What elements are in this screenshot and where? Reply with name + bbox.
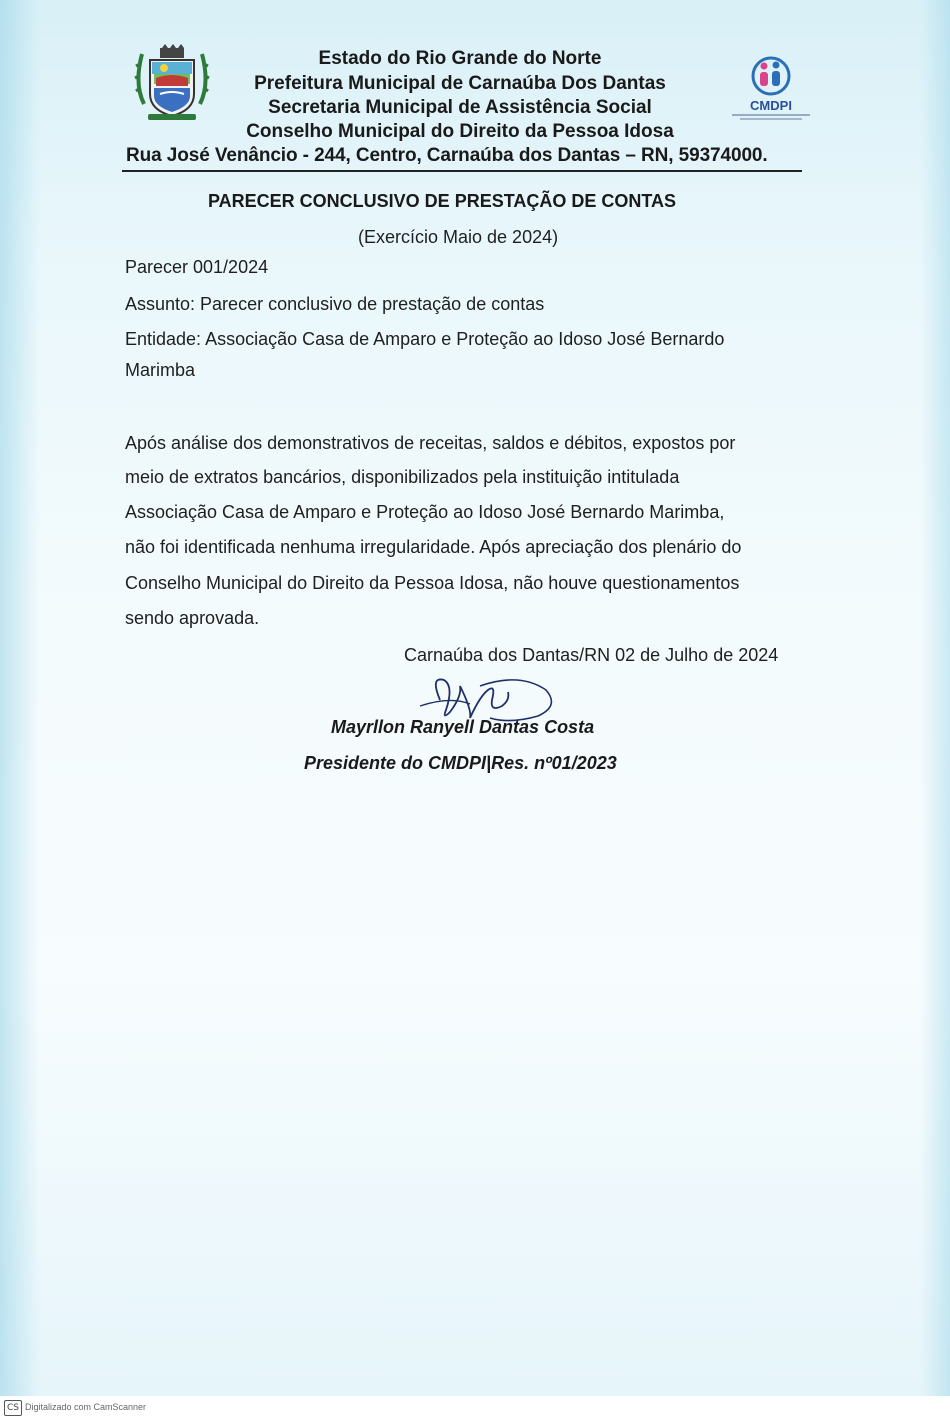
document-number: Parecer 001/2024 xyxy=(125,257,269,277)
scanner-footer xyxy=(0,1396,950,1420)
body-line: sendo aprovada. xyxy=(125,608,260,628)
document-entity-continued: Marimba xyxy=(125,360,196,380)
header-address: Rua José Venâncio - 244, Centro, Carnaúba dos Dantas – RN, 59374000. xyxy=(126,145,768,166)
document-subject: Assunto: Parecer conclusivo de prestação de contas xyxy=(125,294,545,314)
body-line: não foi identificada nenhuma irregularidade. Após apreciação dos plenário do xyxy=(125,537,742,557)
council-logo-tagline-mark-2 xyxy=(740,118,802,120)
body-line: Conselho Municipal do Direito da Pessoa Idosa, não houve questionamentos xyxy=(125,573,740,593)
camscanner-text: Digitalizado com CamScanner xyxy=(25,1402,147,1412)
signatory-role: Presidente do CMDPI|Res. nº01/2023 xyxy=(304,753,617,773)
document-entity: Entidade: Associação Casa de Amparo e Proteção ao Idoso José Bernardo xyxy=(125,329,725,349)
document-subtitle: (Exercício Maio de 2024) xyxy=(358,227,559,247)
header-secretariat: Secretaria Municipal de Assistência Social xyxy=(268,97,652,118)
header-state: Estado do Rio Grande do Norte xyxy=(318,48,602,69)
body-line: Após análise dos demonstrativos de receitas, saldos e débitos, expostos por xyxy=(125,433,736,453)
body-line: Associação Casa de Amparo e Proteção ao Idoso José Bernardo Marimba, xyxy=(125,502,725,522)
signatory-name: Mayrllon Ranyell Dantas Costa xyxy=(331,717,595,737)
document-title: PARECER CONCLUSIVO DE PRESTAÇÃO DE CONTAS xyxy=(208,191,677,211)
municipal-coat-of-arms xyxy=(134,44,210,122)
header-council: Conselho Municipal do Direito da Pessoa Idosa xyxy=(246,121,674,142)
council-logo-tagline-mark xyxy=(732,114,810,116)
camscanner-logo: CS xyxy=(4,1400,22,1416)
header-divider xyxy=(122,170,802,172)
place-date: Carnaúba dos Dantas/RN 02 de Julho de 2024 xyxy=(404,645,779,665)
header-prefecture: Prefeitura Municipal de Carnaúba Dos Dantas xyxy=(254,73,666,94)
body-line: meio de extratos bancários, disponibilizados pela instituição intitulada xyxy=(125,467,680,487)
council-logo-text: CMDPI xyxy=(750,98,792,113)
council-logo xyxy=(730,56,812,122)
